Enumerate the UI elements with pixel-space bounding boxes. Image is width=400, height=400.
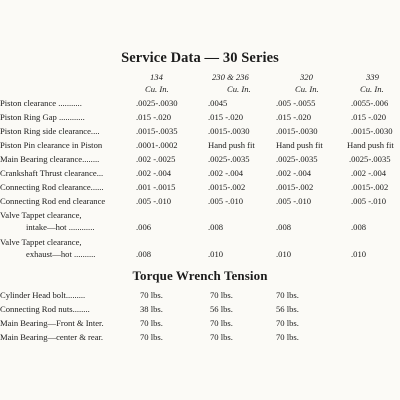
value-320: 70 lbs. bbox=[276, 332, 299, 342]
row-label: Main Bearing clearance........ bbox=[0, 154, 100, 164]
service-row-piston-pin-clearance bbox=[0, 139, 400, 151]
value-134: .002 -.004 bbox=[136, 168, 172, 178]
unit-header-339: Cu. In. bbox=[360, 84, 384, 94]
value-320: .002 -.004 bbox=[276, 168, 312, 178]
service-row-piston-ring-gap bbox=[0, 111, 400, 123]
service-row-piston-ring-side-clearance bbox=[0, 125, 400, 137]
model-header-134: 134 bbox=[150, 72, 163, 82]
row-label: Connecting Rod end clearance bbox=[0, 196, 106, 206]
value-230-236: .0045 bbox=[208, 98, 228, 108]
row-label-line1: Valve Tappet clearance, bbox=[0, 210, 82, 220]
value-320: .008 bbox=[276, 222, 292, 232]
service-row-tappet-intake bbox=[0, 209, 400, 235]
value-320: .0015-.0030 bbox=[276, 126, 318, 136]
value-230-236: .0025-.0035 bbox=[208, 154, 250, 164]
row-label: Connecting Rod clearance...... bbox=[0, 182, 104, 192]
value-134: 70 lbs. bbox=[140, 318, 163, 328]
value-320: .005 -.010 bbox=[276, 196, 312, 206]
service-row-piston-clearance bbox=[0, 97, 400, 109]
value-320: 70 lbs. bbox=[276, 318, 299, 328]
value-230-236: 56 lbs. bbox=[210, 304, 233, 314]
value-230-236: .002 -.004 bbox=[208, 168, 244, 178]
value-134: .0025-.0030 bbox=[136, 98, 178, 108]
value-134: .005 -.010 bbox=[136, 196, 172, 206]
torque-title: Torque Wrench Tension bbox=[132, 268, 268, 283]
row-label: Piston clearance ........... bbox=[0, 98, 82, 108]
value-339: .010 bbox=[351, 249, 367, 259]
row-label: Piston Pin clearance in Piston bbox=[0, 140, 103, 150]
value-230-236: .0015-.0030 bbox=[208, 126, 250, 136]
service-row-connecting-rod-clearance bbox=[0, 181, 400, 193]
row-label-line2: exhaust—hot .......... bbox=[26, 249, 96, 259]
value-230-236: Hand push fit bbox=[208, 140, 255, 150]
value-134: .001 -.0015 bbox=[136, 182, 176, 192]
service-row-tappet-exhaust bbox=[0, 236, 400, 262]
value-134: 70 lbs. bbox=[140, 332, 163, 342]
value-339: .002 -.004 bbox=[351, 168, 387, 178]
torque-row-connecting-rod-nuts bbox=[0, 303, 400, 315]
row-label: Piston Ring Gap ............ bbox=[0, 112, 85, 122]
value-339: .005 -.010 bbox=[351, 196, 387, 206]
row-label: Main Bearing—Front & Inter. bbox=[0, 318, 104, 328]
unit-header-230-236: Cu. In. bbox=[227, 84, 251, 94]
value-134: 38 lbs. bbox=[140, 304, 163, 314]
service-row-connecting-rod-end-clearance bbox=[0, 195, 400, 207]
row-label-line1: Valve Tappet clearance, bbox=[0, 237, 82, 247]
row-label: Cylinder Head bolt......... bbox=[0, 290, 86, 300]
value-320: Hand push fit bbox=[276, 140, 323, 150]
value-134: .002 -.0025 bbox=[136, 154, 176, 164]
value-134: .0015-.0035 bbox=[136, 126, 178, 136]
value-320: .005 -.0055 bbox=[276, 98, 316, 108]
value-320: 56 lbs. bbox=[276, 304, 299, 314]
value-339: .008 bbox=[351, 222, 367, 232]
value-320: .0025-.0035 bbox=[276, 154, 318, 164]
value-339: .0015-.002 bbox=[351, 182, 389, 192]
value-230-236: .015 -.020 bbox=[208, 112, 244, 122]
value-134: 70 lbs. bbox=[140, 290, 163, 300]
value-230-236: .008 bbox=[208, 222, 224, 232]
torque-row-main-bearing-center bbox=[0, 331, 400, 343]
service-row-main-bearing-clearance bbox=[0, 153, 400, 165]
value-339: .0055-.006 bbox=[351, 98, 389, 108]
value-230-236: 70 lbs. bbox=[210, 332, 233, 342]
value-134: .006 bbox=[136, 222, 152, 232]
service-row-crankshaft-thrust-clearance bbox=[0, 167, 400, 179]
model-header-339: 339 bbox=[366, 72, 379, 82]
value-320: .0015-.002 bbox=[276, 182, 314, 192]
row-label: Connecting Rod nuts........ bbox=[0, 304, 90, 314]
value-230-236: .005 -.010 bbox=[208, 196, 244, 206]
unit-header-134: Cu. In. bbox=[145, 84, 169, 94]
value-320: 70 lbs. bbox=[276, 290, 299, 300]
value-339: .0015-.0030 bbox=[351, 126, 393, 136]
row-label: Main Bearing—center & rear. bbox=[0, 332, 104, 342]
model-header-320: 320 bbox=[300, 72, 313, 82]
value-339: .0025-.0035 bbox=[349, 154, 391, 164]
value-230-236: .010 bbox=[208, 249, 224, 259]
row-label: Crankshaft Thrust clearance... bbox=[0, 168, 104, 178]
value-230-236: 70 lbs. bbox=[210, 318, 233, 328]
value-134: .015 -.020 bbox=[136, 112, 172, 122]
torque-row-cylinder-head-bolt bbox=[0, 289, 400, 301]
service-data-title: Service Data — 30 Series bbox=[121, 50, 279, 66]
torque-row-main-bearing-front bbox=[0, 317, 400, 329]
value-320: .015 -.020 bbox=[276, 112, 312, 122]
unit-header-320: Cu. In. bbox=[295, 84, 319, 94]
value-230-236: .0015-.002 bbox=[208, 182, 246, 192]
model-header-230-236: 230 & 236 bbox=[212, 72, 249, 82]
value-339: .015 -.020 bbox=[351, 112, 387, 122]
value-230-236: 70 lbs. bbox=[210, 290, 233, 300]
row-label-line2: intake—hot ............ bbox=[26, 222, 95, 232]
value-320: .010 bbox=[276, 249, 292, 259]
value-339: Hand push fit bbox=[347, 140, 394, 150]
row-label: Piston Ring side clearance.... bbox=[0, 126, 100, 136]
value-134: .008 bbox=[136, 249, 152, 259]
value-134: .0001-.0002 bbox=[136, 140, 178, 150]
